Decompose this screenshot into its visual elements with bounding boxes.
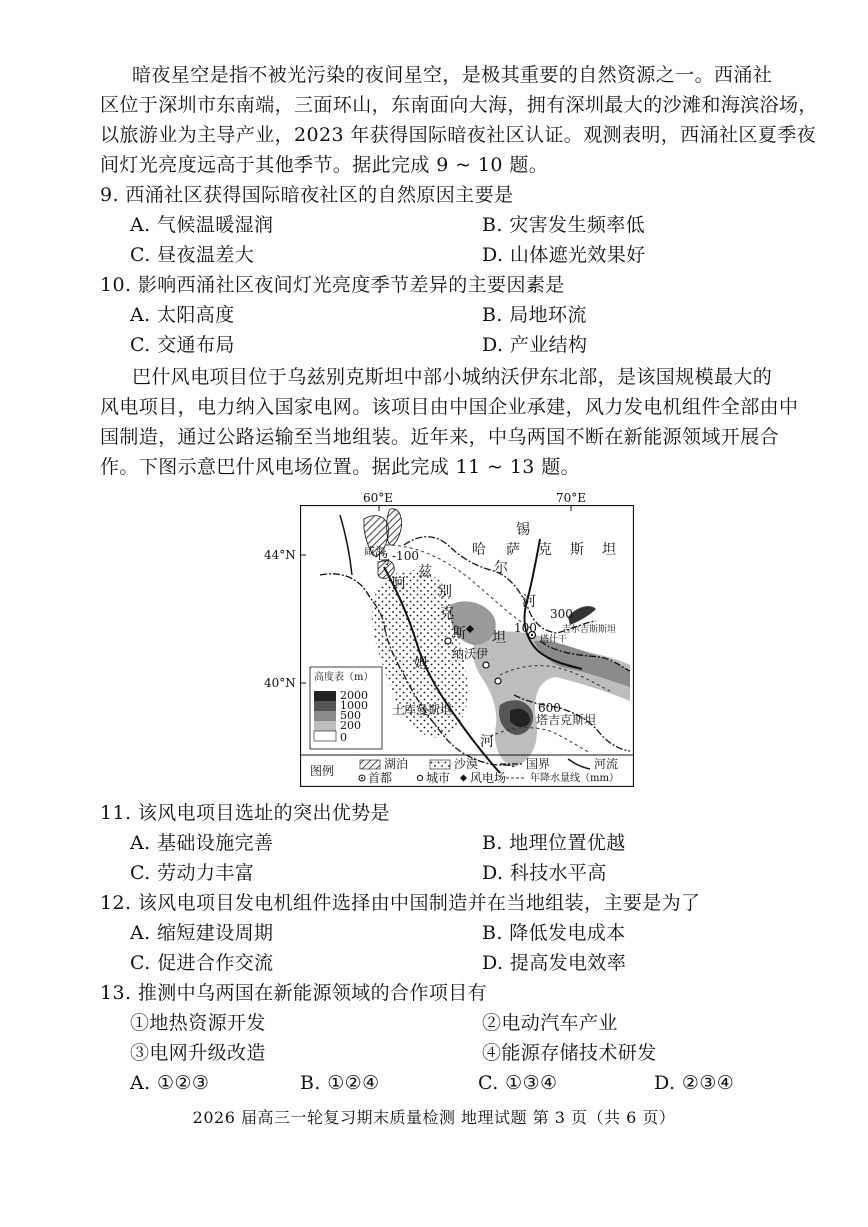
city-navoi [445, 638, 451, 644]
q10-option-c: C. 交通布局 [130, 334, 235, 356]
q13-item-3: ③电网升级改造 [130, 1042, 266, 1064]
legend-city-swatch [417, 775, 422, 780]
label-kyrgyz: 吉尔吉斯斯坦 [562, 625, 617, 635]
label-xi: 锡 [516, 522, 530, 538]
isohyet-label-600: 600 [538, 701, 561, 715]
elevation-swatch-200 [314, 721, 336, 731]
isohyet-label-300: 300 [550, 607, 573, 621]
label-kazakh-1: 哈 [472, 542, 486, 558]
city-marker [495, 678, 501, 684]
q11-option-d: D. 科技水平高 [482, 862, 607, 884]
q9-option-a: A. 气候温暖湿润 [130, 214, 274, 236]
legend-capital-label: 首都 [368, 771, 393, 785]
q10-option-b: B. 局地环流 [482, 304, 587, 326]
label-amu-3: 河 [480, 734, 494, 750]
legend-border-label: 国界 [526, 757, 551, 771]
passage2-line-4: 作。下图示意巴什风电场位置。据此完成 11 ~ 13 题。 [100, 456, 581, 478]
elevation-value-2000: 2000 [340, 689, 368, 702]
q13-stem: 13. 推测中乌两国在新能源领域的合作项目有 [100, 982, 488, 1004]
legend-windfarm-label: 风电场 [470, 771, 507, 785]
passage1-line-2: 区位于深圳市东南端，三面环山，东南面向大海，拥有深圳最大的沙滩和海滨浴场， [100, 94, 818, 116]
q13-option-d: D. ②③④ [654, 1072, 735, 1094]
q12-stem: 12. 该风电项目发电机组件选择由中国制造并在当地组装，主要是为了 [100, 892, 701, 914]
legend-lake-swatch [360, 760, 380, 769]
label-aral: 咸海 [364, 545, 386, 558]
map-lat-label-44: 44°N [264, 548, 296, 562]
q13-item-1: ①地热资源开发 [130, 1012, 266, 1034]
passage2-line-2: 风电项目，电力纳入国家电网。该项目由中国企业承建，风力发电机组件全部由中 [100, 396, 799, 418]
legend-city-label: 城市 [426, 771, 451, 785]
q11-option-c: C. 劳动力丰富 [130, 862, 255, 884]
label-kazakh-5: 坦 [602, 542, 616, 558]
elevation-swatch-500 [314, 711, 336, 721]
elevation-value-0: 0 [340, 731, 347, 744]
legend-lake-label: 湖泊 [384, 757, 409, 771]
elevation-value-200: 200 [340, 719, 361, 732]
label-kazakh-2: 萨 [506, 542, 520, 558]
map-figure [300, 505, 634, 787]
label-tajik: 塔吉克斯坦 [536, 713, 597, 727]
label-er: 尔 [494, 560, 508, 576]
q11-option-b: B. 地理位置优越 [482, 832, 626, 854]
label-uzbek-3: 别 [438, 584, 452, 600]
label-tashkent: 塔什干 [540, 635, 568, 645]
passage2-line-3: 国制造，通过公路运输至当地组装。近年来，中乌两国不断在新能源领域开展合 [100, 426, 780, 448]
label-uzbek-1: 乌 [376, 552, 390, 568]
legend-desert-label: 沙漠 [454, 757, 479, 771]
passage1-line-3: 以旅游业为主导产业，2023 年获得国际暗夜社区认证。观测表明，西涌社区夏季夜 [100, 124, 816, 146]
map-lat-label-40: 40°N [264, 676, 296, 690]
label-uzbek-4: 克 [440, 606, 454, 622]
label-uzbek-6: 坦 [492, 630, 506, 646]
q12-option-d: D. 提高发电效率 [482, 952, 627, 974]
legend-river-label: 河流 [594, 757, 619, 771]
q13-option-b: B. ①②④ [300, 1072, 380, 1094]
q13-item-4: ④能源存储技术研发 [482, 1042, 657, 1064]
q9-stem: 9. 西涌社区获得国际暗夜社区的自然原因主要是 [100, 184, 514, 206]
q12-option-c: C. 促进合作交流 [130, 952, 274, 974]
legend-desert-swatch [430, 760, 450, 769]
label-navoi: 纳沃伊 [452, 647, 489, 661]
label-kazakh-3: 克 [538, 542, 552, 558]
q10-stem: 10. 影响西涌社区夜间灯光亮度季节差异的主要因素是 [100, 274, 565, 296]
label-turkmen: 土库曼斯坦 [392, 703, 453, 717]
isohyet-label-100: 100 [514, 621, 537, 635]
q13-option-a: A. ①②③ [130, 1072, 210, 1094]
passage2-line-1: 巴什风电项目位于乌兹别克斯坦中部小城纳沃伊东北部，是该国规模最大的 [132, 366, 773, 388]
q11-stem: 11. 该风电项目选址的突出优势是 [100, 802, 391, 824]
legend-isohyet-label: 年降水量线（mm） [530, 773, 619, 784]
q13-option-c: C. ①③④ [478, 1072, 558, 1094]
city-marker-2 [483, 662, 489, 668]
q11-option-a: A. 基础设施完善 [130, 832, 274, 854]
elevation-value-500: 500 [340, 709, 361, 722]
legend-title: 图例 [310, 764, 335, 778]
label-kazakh-4: 斯 [570, 542, 584, 558]
q12-option-a: A. 缩短建设周期 [130, 922, 274, 944]
q12-option-b: B. 降低发电成本 [482, 922, 626, 944]
label-amu-2: 姆 [414, 656, 428, 672]
map-lon-label-60: 60°E [363, 491, 394, 505]
q10-option-d: D. 产业结构 [482, 334, 588, 356]
elevation-value-1000: 1000 [340, 699, 368, 712]
label-amu-1: 阿 [392, 576, 406, 592]
q9-option-c: C. 昼夜温差大 [130, 244, 255, 266]
map-lon-label-70: 70°E [556, 491, 587, 505]
label-uzbek-2: 兹 [418, 564, 432, 580]
elevation-swatch-2000 [314, 691, 336, 701]
label-uzbek-5: 斯 [452, 626, 466, 642]
elevation-swatch-1000 [314, 701, 336, 711]
q13-item-2: ②电动汽车产业 [482, 1012, 618, 1034]
passage1-line-1: 暗夜星空是指不被光污染的夜间星空，是极其重要的自然资源之一。西涌社 [132, 64, 773, 86]
passage1-line-4: 间灯光亮度远高于其他季节。据此完成 9 ~ 10 题。 [100, 154, 549, 176]
label-he-syr: 河 [522, 594, 536, 610]
q10-option-a: A. 太阳高度 [130, 304, 235, 326]
q9-option-b: B. 灾害发生频率低 [482, 214, 646, 236]
elevation-legend-title: 高度表（m） [314, 672, 374, 683]
isohyet-label-neg100: -100 [392, 549, 419, 563]
q9-option-d: D. 山体遮光效果好 [482, 244, 646, 266]
elevation-swatch-0 [314, 731, 336, 741]
page-footer: 2026 届高三一轮复习期末质量检测 地理试题 第 3 页（共 6 页） [192, 1108, 676, 1127]
